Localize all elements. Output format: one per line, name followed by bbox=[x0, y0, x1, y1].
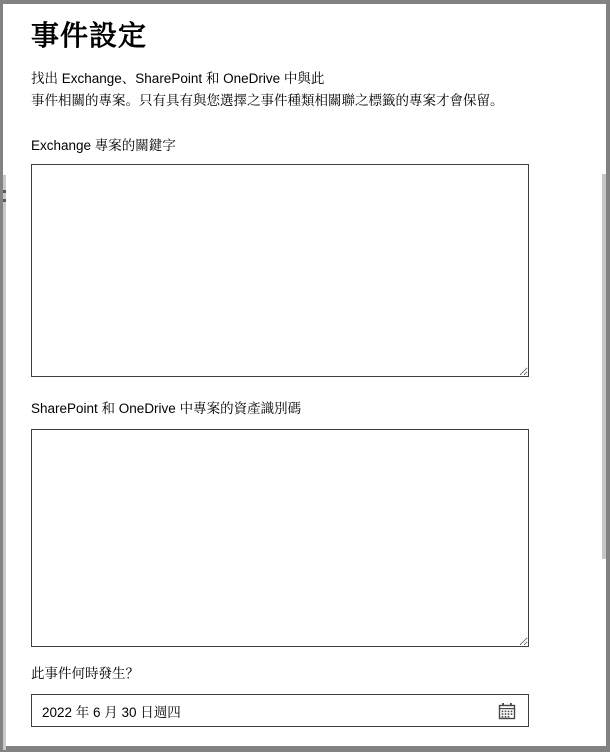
page-title: 事件設定 bbox=[31, 20, 148, 51]
date-picker-button[interactable] bbox=[496, 700, 518, 722]
left-edge-mark bbox=[3, 190, 6, 193]
exchange-keywords-group bbox=[31, 136, 609, 377]
calendar-icon bbox=[497, 701, 517, 721]
event-date-field bbox=[31, 694, 529, 727]
event-date-input[interactable] bbox=[31, 694, 529, 727]
right-scrollbar[interactable] bbox=[602, 174, 606, 559]
sharepoint-assets-group bbox=[31, 399, 609, 647]
left-edge-mark bbox=[3, 199, 6, 202]
exchange-keywords-textarea[interactable] bbox=[31, 164, 529, 377]
sharepoint-assets-textarea[interactable] bbox=[31, 429, 529, 647]
description-line-2: 事件相關的專案。只有具有與您選擇之事件種類相關聯之標籤的專案才會保留。 bbox=[31, 93, 504, 108]
sharepoint-assets-label: SharePoint 和 OneDrive 中專案的資產識別碼 bbox=[31, 401, 302, 416]
description-line-1: 找出 Exchange、SharePoint 和 OneDrive 中與此 bbox=[31, 71, 325, 86]
exchange-keywords-label: Exchange 專案的關鍵字 bbox=[31, 138, 176, 153]
event-date-group bbox=[31, 664, 609, 727]
event-settings-content bbox=[6, 4, 609, 727]
left-edge-strip bbox=[3, 175, 6, 750]
event-date-label: 此事件何時發生？ bbox=[31, 666, 139, 681]
page-description bbox=[31, 68, 609, 112]
